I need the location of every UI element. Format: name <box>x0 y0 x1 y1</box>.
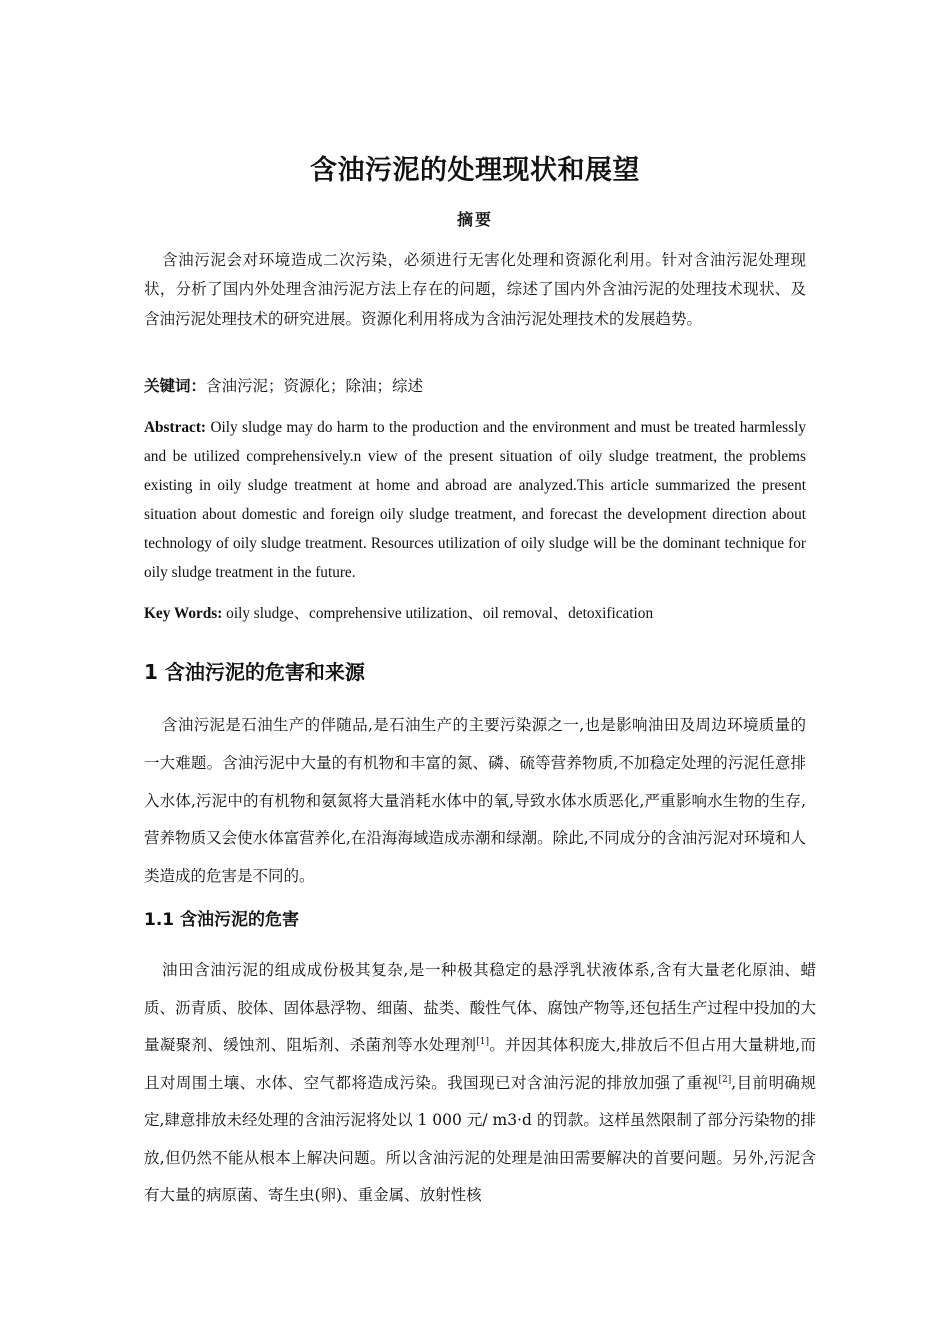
keywords-text: 含油污泥；资源化；除油；综述 <box>206 377 424 395</box>
section-1-paragraph: 含油污泥是石油生产的伴随品,是石油生产的主要污染源之一,也是影响油田及周边环境质量的一大难题。含油污泥中大量的有机物和丰富的氮、磷、硫等营养物质,不加稳定处理的污泥任意排入水体,污泥中的有机物和氨氮将大量消耗水体中的氧,导致水体水质恶化,严重影响水生物的生存,营养物质又会使水体富营养化,在沿海海域造成赤潮和绿潮。除此,不同成分的含油污泥对环境和人类造成的危害是不同的。 <box>144 716 806 886</box>
keywords-chinese <box>144 374 806 398</box>
paragraph-part-1: 油田含油污泥的组成成份极其复杂,是一种极其稳定的悬浮乳状液体系,含有大量老化原油、蜡质、沥青质、胶体、固体悬浮物、细菌、盐类、酸性气体、腐蚀产物等,还包括生产过程中投加的大量凝聚剂、缓蚀剂、阻垢剂、杀菌剂等水处理剂 <box>144 961 816 1054</box>
abstract-heading: 摘要 <box>456 210 493 229</box>
paragraph-part-2: 。并因其体积庞大,排放后不但占用大量耕地,而且对周围土壤、水体、空气都将造成污染。我国现已对含油污泥的排放加强了重视 <box>144 1036 816 1092</box>
section-1-1-paragraph <box>144 952 816 1215</box>
abstract-chinese: 含油污泥会对环境造成二次污染，必须进行无害化处理和资源化利用。针对含油污泥处理现状，分析了国内外处理含油污泥方法上存在的问题，综述了国内外含油污泥的处理技术现状、及含油污泥处理技术的研究进展。资源化利用将成为含油污泥处理技术的发展趋势。 <box>144 251 806 328</box>
abstract-english-text: Oily sludge may do harm to the production and the environment and must be treated harmlessly and be utilized comprehensively.n view of the present situation of oily sludge treatment, the problems existing in oily sludge treatment at home and abroad are analyzed.This article summarized the present situation about domestic and foreign oily sludge treatment, and forecast the development direction about technology of oily sludge treatment. Resources utilization of oily sludge will be the dominant technique for oily sludge treatment in the future. <box>144 419 806 581</box>
keywords-label: 关键词： <box>144 377 207 395</box>
keywords-english <box>144 602 806 626</box>
page-title: 含油污泥的处理现状和展望 <box>310 155 640 186</box>
key-words-text: oily sludge、comprehensive utilization、oil removal、detoxification <box>222 605 654 622</box>
section-1-heading: 1 含油污泥的危害和来源 <box>144 660 365 684</box>
citation-2[interactable]: [2] <box>718 1074 732 1085</box>
abstract-english <box>144 413 806 587</box>
section-1-1-heading: 1.1 含油污泥的危害 <box>144 910 300 930</box>
citation-1[interactable]: [1] <box>476 1036 490 1047</box>
key-words-label: Key Words: <box>144 605 223 622</box>
abstract-label: Abstract: <box>144 419 207 436</box>
paragraph-part-3: ,目前明确规定,肆意排放未经处理的含油污泥将处以 1 000 元/ m3·d 的罚款。这样虽然限制了部分污染物的排放,但仍然不能从根本上解决问题。所以含油污泥的处理是油田需要解决的首要问题。另外,污泥含有大量的病原菌、寄生虫(卵)、重金属、放射性核 <box>144 1073 816 1204</box>
